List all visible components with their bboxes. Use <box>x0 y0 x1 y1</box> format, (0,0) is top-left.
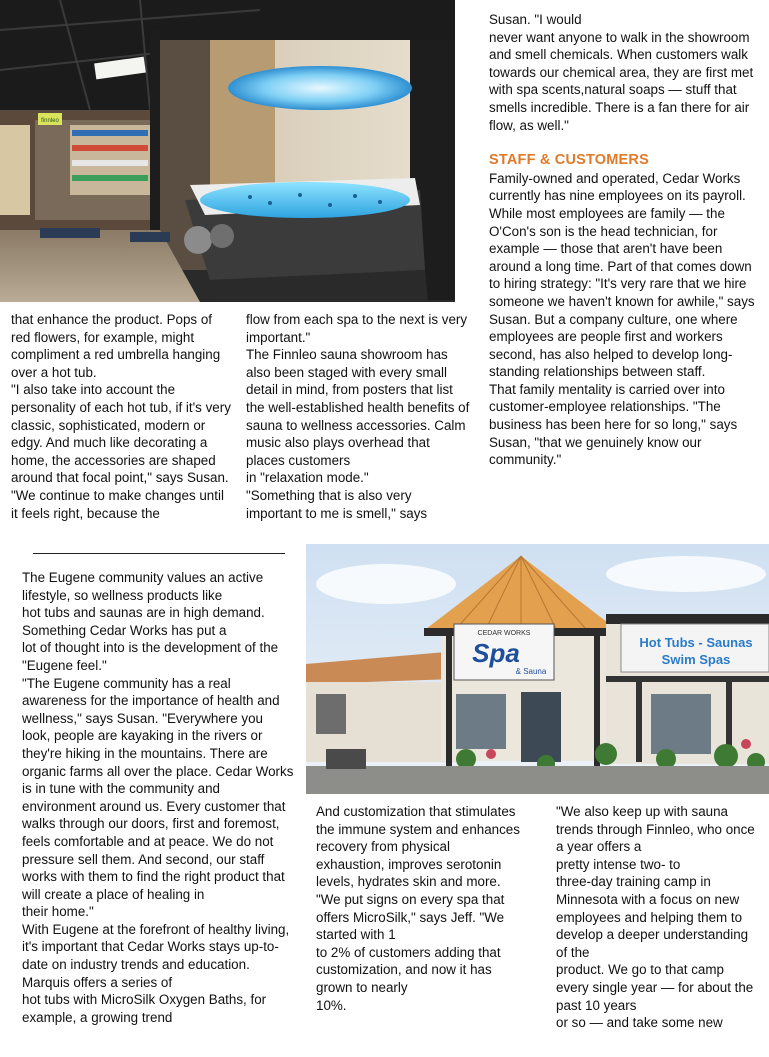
column-bottom-left <box>22 569 294 1026</box>
paragraph: 10%. <box>316 997 347 1013</box>
column-top-right <box>489 11 761 469</box>
paragraph: hot tubs and saunas are in high demand. Something Cedar Works has put a <box>22 605 265 638</box>
paragraph: in "relaxation mode." <box>246 470 369 486</box>
paragraph: "We continue to make changes until it feels right, because the <box>11 487 224 521</box>
paragraph: "We also keep up with sauna trends through Finnleo, who once a year offers a <box>556 804 755 855</box>
paragraph: flow from each spa to the next is very important." <box>246 312 468 345</box>
paragraph: "I also take into account the personality of each hot tub, if it's very classic, sophisticated, modern or edgy. And much like decorating a home, the accessories are shaped around that focal point," says Susan. <box>11 382 231 486</box>
sign-brand-text: CEDAR WORKS <box>477 630 531 637</box>
sign-sauna-text: & Sauna <box>515 667 547 676</box>
sign-spa-text: Spa <box>472 638 520 668</box>
column-bottom-right <box>556 803 756 1032</box>
paragraph: employees are people first and workers second, has also helped to develop long-standing relationships between staff. <box>489 329 733 380</box>
divider-line <box>33 553 285 554</box>
banner-line2-text: Swim Spas <box>661 652 731 667</box>
paragraph: their home." <box>22 904 94 920</box>
paragraph: And customization that stimulates the immune system and enhances recovery from physical exhaustion, improves serotonin levels, hydrates skin and more. <box>316 804 520 890</box>
paragraph: product. We go to that camp every single year — for about the past 10 years <box>556 962 754 1013</box>
column-middle-center <box>246 311 471 522</box>
storefront-illustration <box>306 544 769 794</box>
paragraph: that enhance the product. Pops of red flowers, for example, might compliment a red umbrella hanging over a hot tub. <box>11 312 221 380</box>
showroom-hot-tub-photo <box>0 0 455 302</box>
banner-line1-text: Hot Tubs - Saunas <box>639 635 753 650</box>
showroom-illustration <box>0 0 455 302</box>
paragraph: The Finnleo sauna showroom has also been staged with every small detail in mind, from posters that list the well-established health benefits of sauna to wellness accessories. Calm music also plays overhead that places customers <box>246 347 470 468</box>
paragraph: "We put signs on every spa that offers MicroSilk," says Jeff. "We started with 1 <box>316 891 505 943</box>
paragraph: to 2% of customers adding that customization, and now it has grown to nearly <box>316 944 501 995</box>
paragraph: or so — and take some new <box>556 1015 723 1031</box>
paragraph: three-day training camp in Minnesota with a focus on new employees and helping them to develop a deeper understanding of the <box>556 874 749 960</box>
storefront-photo <box>306 544 769 794</box>
paragraph: "Something that is also very important to me is smell," says <box>246 487 428 521</box>
column-bottom-middle <box>316 803 522 1014</box>
finnleo-sign-text: finnleo <box>41 118 59 124</box>
section-heading: STAFF & CUSTOMERS <box>489 152 649 169</box>
paragraph: With Eugene at the forefront of healthy living, it's important that Cedar Works stays up-to-date on industry trends and education. Marquis offers a series of <box>22 921 290 990</box>
paragraph: pretty intense two- to <box>556 856 681 872</box>
paragraph: Susan. "I would <box>489 12 582 27</box>
paragraph: "The Eugene community has a real awareness for the importance of health and wellness," says Susan. "Everywhere you look, people are kayaking in the rivers or they're hiking in the mountains. There are organic farms all over the place. Cedar Works is in tune with the community and environment around us. Every customer that walks through our doors, first and foremost, feels comfortable and at peace. We do not pressure sell them. And second, our staff works with them to find the right product that will create a place of healing in <box>22 675 294 902</box>
paragraph: Family-owned and operated, Cedar Works currently has nine employees on its payroll. While most employees are family — the O'Con's son is the head technician, for example — those that aren't have been around a long time. Part of that comes down to hiring strategy: "It's very rare that we hire someone we haven't known for awhile," says Susan. But a company culture, one where <box>489 170 755 327</box>
paragraph: never want anyone to walk in the showroom and smell chemicals. When customers walk towards our chemical area, they are first met with spa scents,natural soaps — stuff that smells incredible. There is a fan there for air flow, as well." <box>489 29 754 133</box>
paragraph: The Eugene community values an active lifestyle, so wellness products like <box>22 570 264 603</box>
paragraph: hot tubs with MicroSilk Oxygen Baths, for example, a growing trend <box>22 992 267 1025</box>
column-middle-left <box>11 311 233 522</box>
paragraph: lot of thought into is the development of the "Eugene feel." <box>22 640 279 673</box>
paragraph: That family mentality is carried over into customer-employee relationships. "The business has been here for so long," says Susan, "that we genuinely know our community." <box>489 381 738 468</box>
